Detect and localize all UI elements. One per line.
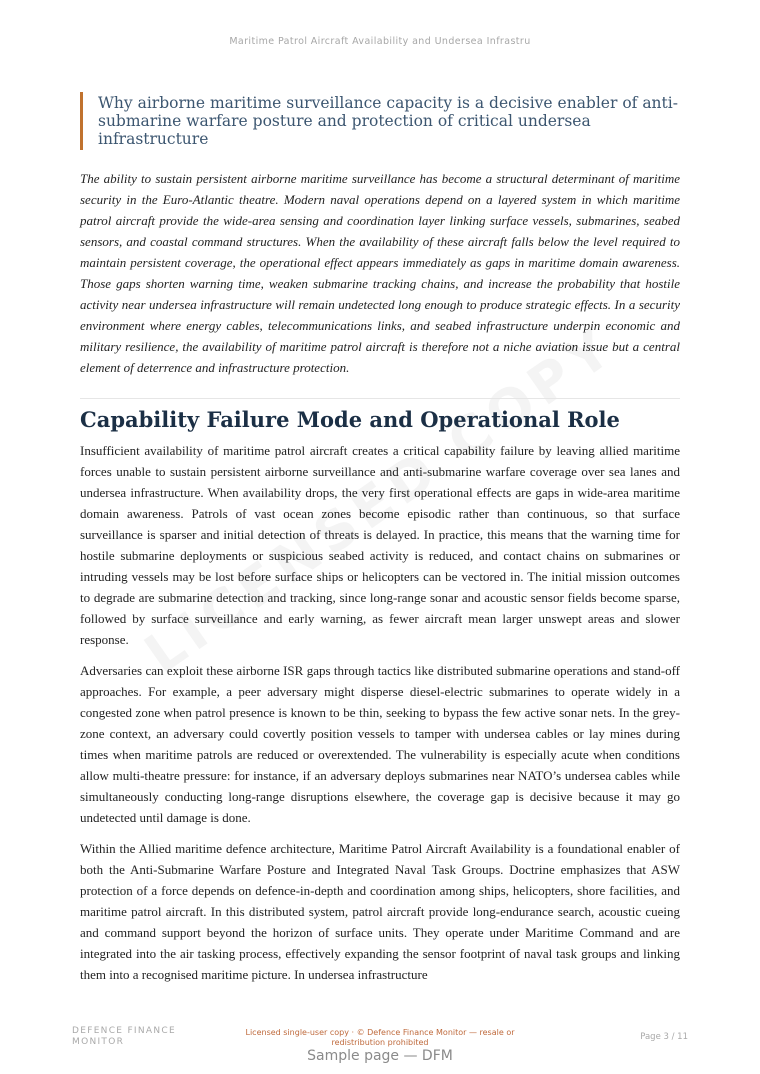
running-header-title: Maritime Patrol Aircraft Availability and Undersea Infrastru <box>229 36 531 47</box>
page-content <box>80 92 680 995</box>
footer-brand: DEFENCE FINANCE MONITOR <box>72 1026 176 1047</box>
page-number: Page 3 / 11 <box>640 1032 688 1042</box>
body-paragraph-1: Insufficient availability of maritime patrol aircraft creates a critical capability failure by leaving allied maritime forces unable to sustain persistent airborne surveillance and anti-submarine warfare coverage over sea lanes and undersea infrastructure. When availability drops, the very first operational effects are gaps in wide-area maritime domain awareness. Patrols of vast ocean zones become episodic rather than continuous, so that surface surveillance is sparser and initial detection of threats is delayed. In practice, this means that the warning time for hostile submarine deployments or suspicious seabed activity is reduced, and contact chains on submarines or intruding vessels may be lost before surface ships or helicopters can be vectored in. The initial mission outcomes to degrade are submarine detection and tracking, since long-range sonar and acoustic sensor fields become sparse, followed by surface surveillance and early warning, as fewer aircraft mean larger unswept areas and slower response. <box>80 443 680 647</box>
lede-paragraph: The ability to sustain persistent airborne maritime surveillance has become a structural determinant of maritime security in the Euro-Atlantic theatre. Modern naval operations depend on a layered system in which maritime patrol aircraft provide the wide-area sensing and coordination layer linking surface vessels, submarines, seabed sensors, and coastal command structures. When the availability of these aircraft falls below the level required to maintain persistent coverage, the operational effect appears immediately as gaps in maritime domain awareness. Those gaps shorten warning time, weaken submarine tracking chains, and increase the probability that hostile activity near undersea infrastructure will remain undetected long enough to produce strategic effects. In a security environment where energy cables, telecommunications links, and seabed infrastructure underpin economic and military resilience, the availability of maritime patrol aircraft is therefore not a niche aviation issue but a central element of deterrence and infrastructure protection. <box>80 171 680 375</box>
body-paragraph-2: Adversaries can exploit these airborne ISR gaps through tactics like distributed submarine operations and stand-off approaches. For example, a peer adversary might disperse diesel-electric submarines to operate widely in a congested zone when patrol presence is known to be thin, seeking to bypass the few active sonar nets. In the grey-zone context, an adversary could covertly position vessels to tamper with undersea cables or lay mines during times when maritime patrols are reduced or overextended. The vulnerability is especially acute when conditions allow multi-theatre pressure: for instance, if an adversary deploys submarines near NATO’s undersea cables while simultaneously conducting long-range disruptions elsewhere, the coverage gap is decisive because it may go undetected until damage is done. <box>80 663 680 825</box>
section-heading: Capability Failure Mode and Operational Role <box>80 407 620 432</box>
section-divider <box>80 398 680 399</box>
sample-page-stamp: Sample page — DFM <box>307 1048 453 1064</box>
footer-license-notice: Licensed single-user copy · © Defence Finance Monitor — resale or redistribution prohibited <box>245 1028 515 1047</box>
pull-quote: Why airborne maritime surveillance capacity is a decisive enabler of anti-submarine warfare posture and protection of critical undersea infrastructure <box>80 92 680 150</box>
body-paragraph-3: Within the Allied maritime defence architecture, Maritime Patrol Aircraft Availability is a foundational enabler of both the Anti-Submarine Warfare Posture and Integrated Naval Task Groups. Doctrine emphasizes that ASW protection of a force depends on defence-in-depth and coordination among ships, helicopters, shore facilities, and maritime patrol aircraft. In this distributed system, patrol aircraft provide long-endurance search, acoustic cueing and command support beyond the horizon of surface units. They operate under Maritime Command and are integrated into the air tasking process, effectively expanding the sensor footprint of naval task groups and linking them into a recognised maritime picture. In undersea infrastructure <box>80 841 680 982</box>
